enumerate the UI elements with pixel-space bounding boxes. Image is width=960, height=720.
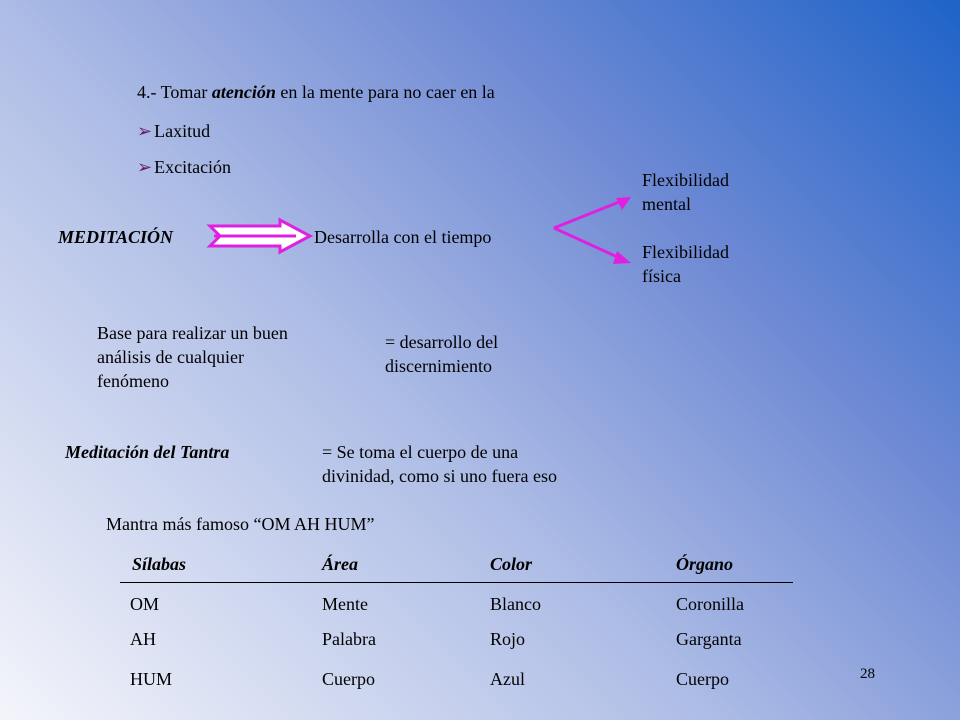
flex-fisica-line2: física xyxy=(642,266,681,286)
flex-fisica xyxy=(642,240,729,288)
flex-fisica-line1: Flexibilidad xyxy=(642,242,729,262)
tantra-line2: divinidad, como si uno fuera eso xyxy=(322,466,557,486)
flex-mental xyxy=(642,168,729,216)
bullet-excitacion xyxy=(137,155,231,180)
tantra-label: Meditación del Tantra xyxy=(65,442,230,462)
mantra-title: Mantra más famoso “OM AH HUM” xyxy=(106,514,375,534)
double-arrow-icon xyxy=(210,220,310,252)
line1-suffix: en la mente para no caer en la xyxy=(275,82,495,102)
base-text xyxy=(97,321,288,393)
discern-line1: = desarrollo del xyxy=(385,332,499,352)
table-cell: AH xyxy=(130,629,156,649)
attention-heading xyxy=(137,80,495,104)
table-header: Color xyxy=(490,554,533,574)
table-header: Órgano xyxy=(676,554,734,574)
discernimiento-text xyxy=(385,330,498,378)
table-cell: Cuerpo xyxy=(322,669,375,689)
table-cell: Garganta xyxy=(676,629,742,649)
line1-prefix: 4.- Tomar xyxy=(137,82,212,102)
table-header: Área xyxy=(322,554,358,574)
arrow-bullet-icon: ➢ xyxy=(137,157,153,178)
table-header-rule xyxy=(120,582,793,583)
table-cell: Cuerpo xyxy=(676,669,729,689)
table-cell: Azul xyxy=(490,669,525,689)
tantra-description xyxy=(322,440,557,488)
tantra-line1: = Se toma el cuerpo de una xyxy=(322,442,519,462)
base-line3: fenómeno xyxy=(97,371,169,391)
base-line1: Base para realizar un buen xyxy=(97,323,288,343)
branch-arrows-icon xyxy=(554,200,624,260)
table-cell: Blanco xyxy=(490,594,541,614)
line1-emphasis: atención xyxy=(211,82,276,102)
arrowhead-down-icon xyxy=(613,251,631,264)
table-cell: Rojo xyxy=(490,629,526,649)
table-cell: Palabra xyxy=(322,629,376,649)
bullet-laxitud xyxy=(137,119,210,144)
meditacion-label: MEDITACIÓN xyxy=(58,227,174,247)
bullet-text: Laxitud xyxy=(154,121,211,141)
bullet-text: Excitación xyxy=(154,157,232,177)
discern-line2: discernimiento xyxy=(385,356,492,376)
table-cell: Mente xyxy=(322,594,368,614)
flex-mental-line1: Flexibilidad xyxy=(642,170,729,190)
table-cell: OM xyxy=(130,594,160,614)
arrow-bullet-icon: ➢ xyxy=(137,121,153,142)
desarrolla-text: Desarrolla con el tiempo xyxy=(314,227,492,247)
base-line2: análisis de cualquier xyxy=(97,347,244,367)
flex-mental-line2: mental xyxy=(642,194,691,214)
table-cell: Coronilla xyxy=(676,594,744,614)
table-header: Sílabas xyxy=(132,554,187,574)
table-cell: HUM xyxy=(130,669,173,689)
page-number: 28 xyxy=(860,666,875,682)
